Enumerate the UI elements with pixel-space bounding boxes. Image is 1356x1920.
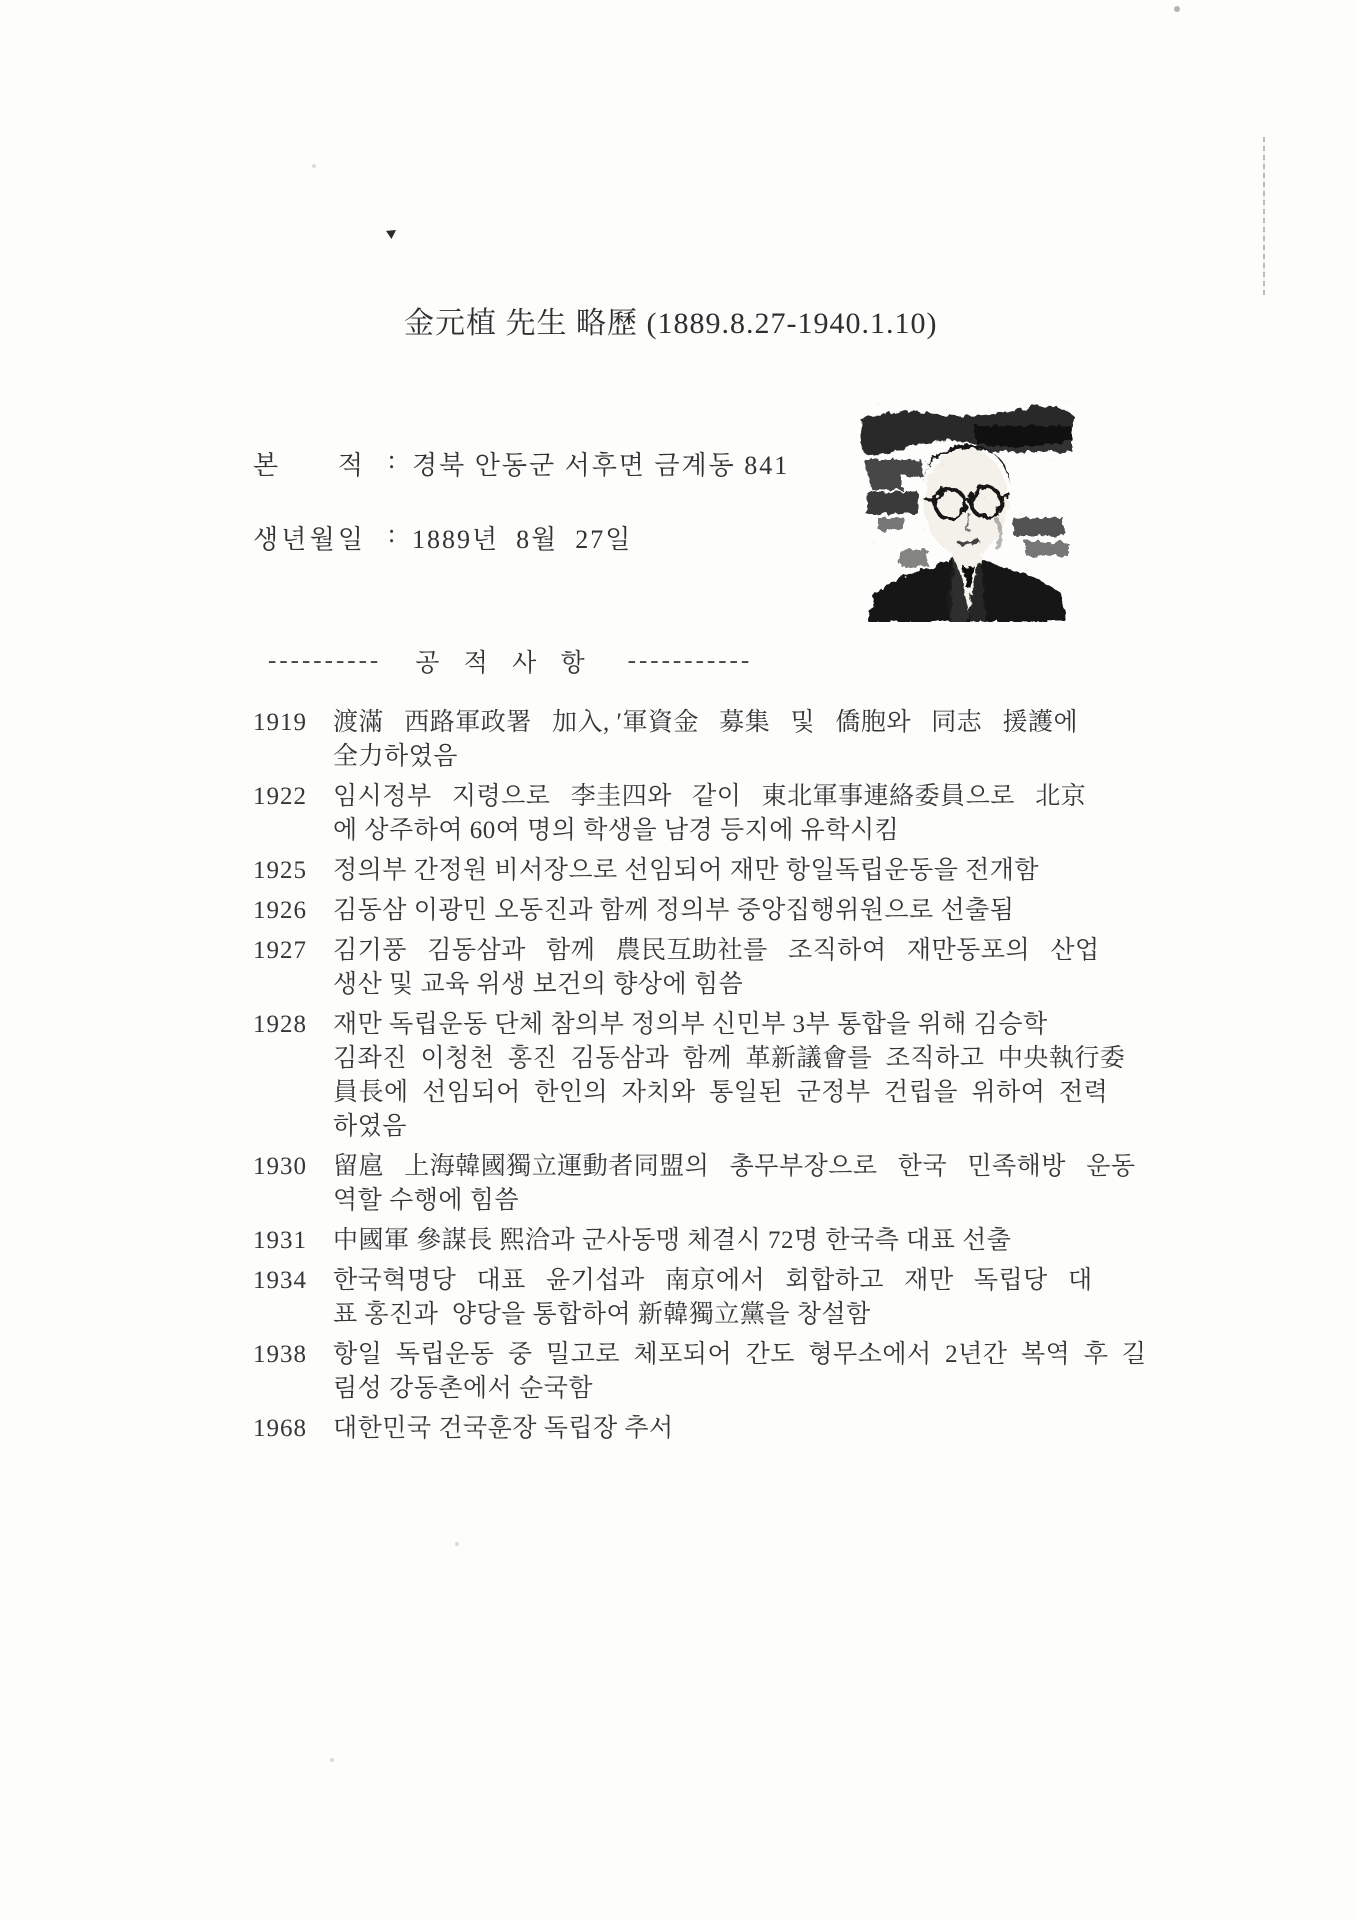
entry-text: 員長에 선임되어 한인의 자치와 통일된 군정부 건립을 위하여 전력 [333, 1079, 1109, 1106]
entry-text: 김동삼 이광민 오동진과 함께 정의부 중앙집행위원으로 선출됨 [333, 897, 1015, 924]
scan-line-artifact [1263, 137, 1265, 295]
entry-year: 1922 [253, 783, 307, 810]
entry-text: 역할 수행에 힘씀 [333, 1187, 520, 1214]
achievement-entry-line [253, 740, 1153, 774]
achievement-entry-line [253, 1264, 1153, 1298]
entry-year: 1926 [253, 897, 307, 924]
entry-text: 에 상주하여 60여 명의 학생을 남경 등지에 유학시킴 [333, 817, 900, 844]
entry-year [253, 1110, 333, 1144]
field-value: 경북 안동군 서후면 금계동 841 [412, 451, 790, 480]
entry-year: 1934 [253, 1267, 307, 1294]
achievement-entry-line [253, 814, 1153, 848]
field-label-char: 생 [253, 525, 279, 554]
scan-speck-artifact [1174, 6, 1180, 12]
achievement-entry-line [253, 968, 1153, 1002]
entry-text: 항일 독립운동 중 밀고로 체포되어 간도 형무소에서 2년간 복역 후 길 [333, 1341, 1147, 1368]
entry-text: 留扈 上海韓國獨立運動者同盟의 총무부장으로 한국 민족해방 운동 [333, 1153, 1136, 1180]
entry-year [253, 1076, 333, 1110]
scan-dot-artifact [312, 164, 316, 168]
field-value: 1889년 8월 27일 [412, 525, 633, 554]
entry-text: 全力하였음 [333, 743, 458, 770]
entry-text: 中國軍 參謀長 熙洽과 군사동맹 체결시 72명 한국측 대표 선출 [333, 1227, 1012, 1254]
entry-year: 1930 [253, 1153, 307, 1180]
field-label [253, 445, 363, 482]
achievement-entry-line [253, 1184, 1153, 1218]
entry-year [253, 968, 333, 1002]
achievements-section-header [268, 643, 752, 679]
entry-text: 임시정부 지령으로 李圭四와 같이 東北軍事連絡委員으로 北京 [333, 783, 1087, 810]
portrait-photo [858, 400, 1076, 622]
achievement-entry-line [253, 706, 1153, 740]
entry-text: 재만 독립운동 단체 참의부 정의부 신민부 3부 통합을 위해 김승학 [333, 1011, 1048, 1038]
achievement-entry-line [253, 1110, 1153, 1144]
scan-dot-artifact [330, 1758, 334, 1762]
achievement-entry-line [253, 1076, 1153, 1110]
document-title: 金元植 先生 略歷 (1889.8.27-1940.1.10) [404, 307, 938, 340]
achievement-entry-line [253, 1150, 1153, 1184]
field-label-char: 월 [309, 525, 335, 554]
field-label-char: 년 [281, 525, 307, 554]
achievement-entry-line [253, 1412, 1153, 1446]
entry-year: 1931 [253, 1227, 307, 1254]
entry-year: 1925 [253, 857, 307, 884]
field-label-char: 일 [337, 525, 363, 554]
achievement-entry-line [253, 1372, 1153, 1406]
achievement-entry-line [253, 854, 1153, 888]
entry-text: 표 홍진과 양당을 통합하여 新韓獨立黨을 창설함 [333, 1301, 871, 1328]
left-dashes: ---------- [268, 647, 382, 674]
section-title: 공 적 사 항 [415, 650, 594, 677]
achievement-entry-line [253, 1008, 1153, 1042]
entry-year [253, 1184, 333, 1218]
achievement-entry-line [253, 1224, 1153, 1258]
entry-text: 림성 강동촌에서 순국함 [333, 1375, 594, 1402]
field-label [253, 519, 363, 556]
field-label-char: 적 [337, 451, 363, 480]
achievement-entry-line [253, 1042, 1153, 1076]
entry-year: 1928 [253, 1011, 307, 1038]
entry-year: 1968 [253, 1415, 307, 1442]
entry-year [253, 814, 333, 848]
achievement-entry-line [253, 894, 1153, 928]
achievement-entry-line [253, 1298, 1153, 1332]
entry-year: 1938 [253, 1341, 307, 1368]
achievement-entry-line [253, 1338, 1153, 1372]
scan-speck-artifact [386, 230, 396, 239]
right-dashes: ----------- [627, 647, 753, 674]
entry-text: 정의부 간정원 비서장으로 선임되어 재만 항일독립운동을 전개함 [333, 857, 1040, 884]
achievement-entry-line [253, 934, 1153, 968]
achievements-list [253, 700, 1153, 1446]
field-colon: : [388, 445, 396, 474]
entry-text: 생산 및 교육 위생 보건의 향상에 힘씀 [333, 971, 744, 998]
entry-text: 한국혁명당 대표 윤기섭과 南京에서 회합하고 재만 독립당 대 [333, 1267, 1093, 1294]
entry-year [253, 740, 333, 774]
entry-year [253, 1372, 333, 1406]
entry-year: 1919 [253, 709, 307, 736]
entry-year: 1927 [253, 937, 307, 964]
entry-text: 渡滿 西路軍政署 加入, ′軍資金 募集 및 僑胞와 同志 援護에 [333, 709, 1079, 736]
entry-year [253, 1042, 333, 1076]
entry-text: 대한민국 건국훈장 독립장 추서 [333, 1415, 674, 1442]
entry-text: 김기풍 김동삼과 함께 農民互助社를 조직하여 재만동포의 산업 [333, 937, 1100, 964]
scan-dot-artifact [455, 1542, 459, 1546]
field-colon: : [388, 519, 396, 548]
entry-text: 하였음 [333, 1113, 407, 1140]
entry-year [253, 1298, 333, 1332]
entry-text: 김좌진 이청천 홍진 김동삼과 함께 革新議會를 조직하고 中央執行委 [333, 1045, 1126, 1072]
field-label-char: 본 [253, 451, 279, 480]
achievement-entry-line [253, 780, 1153, 814]
